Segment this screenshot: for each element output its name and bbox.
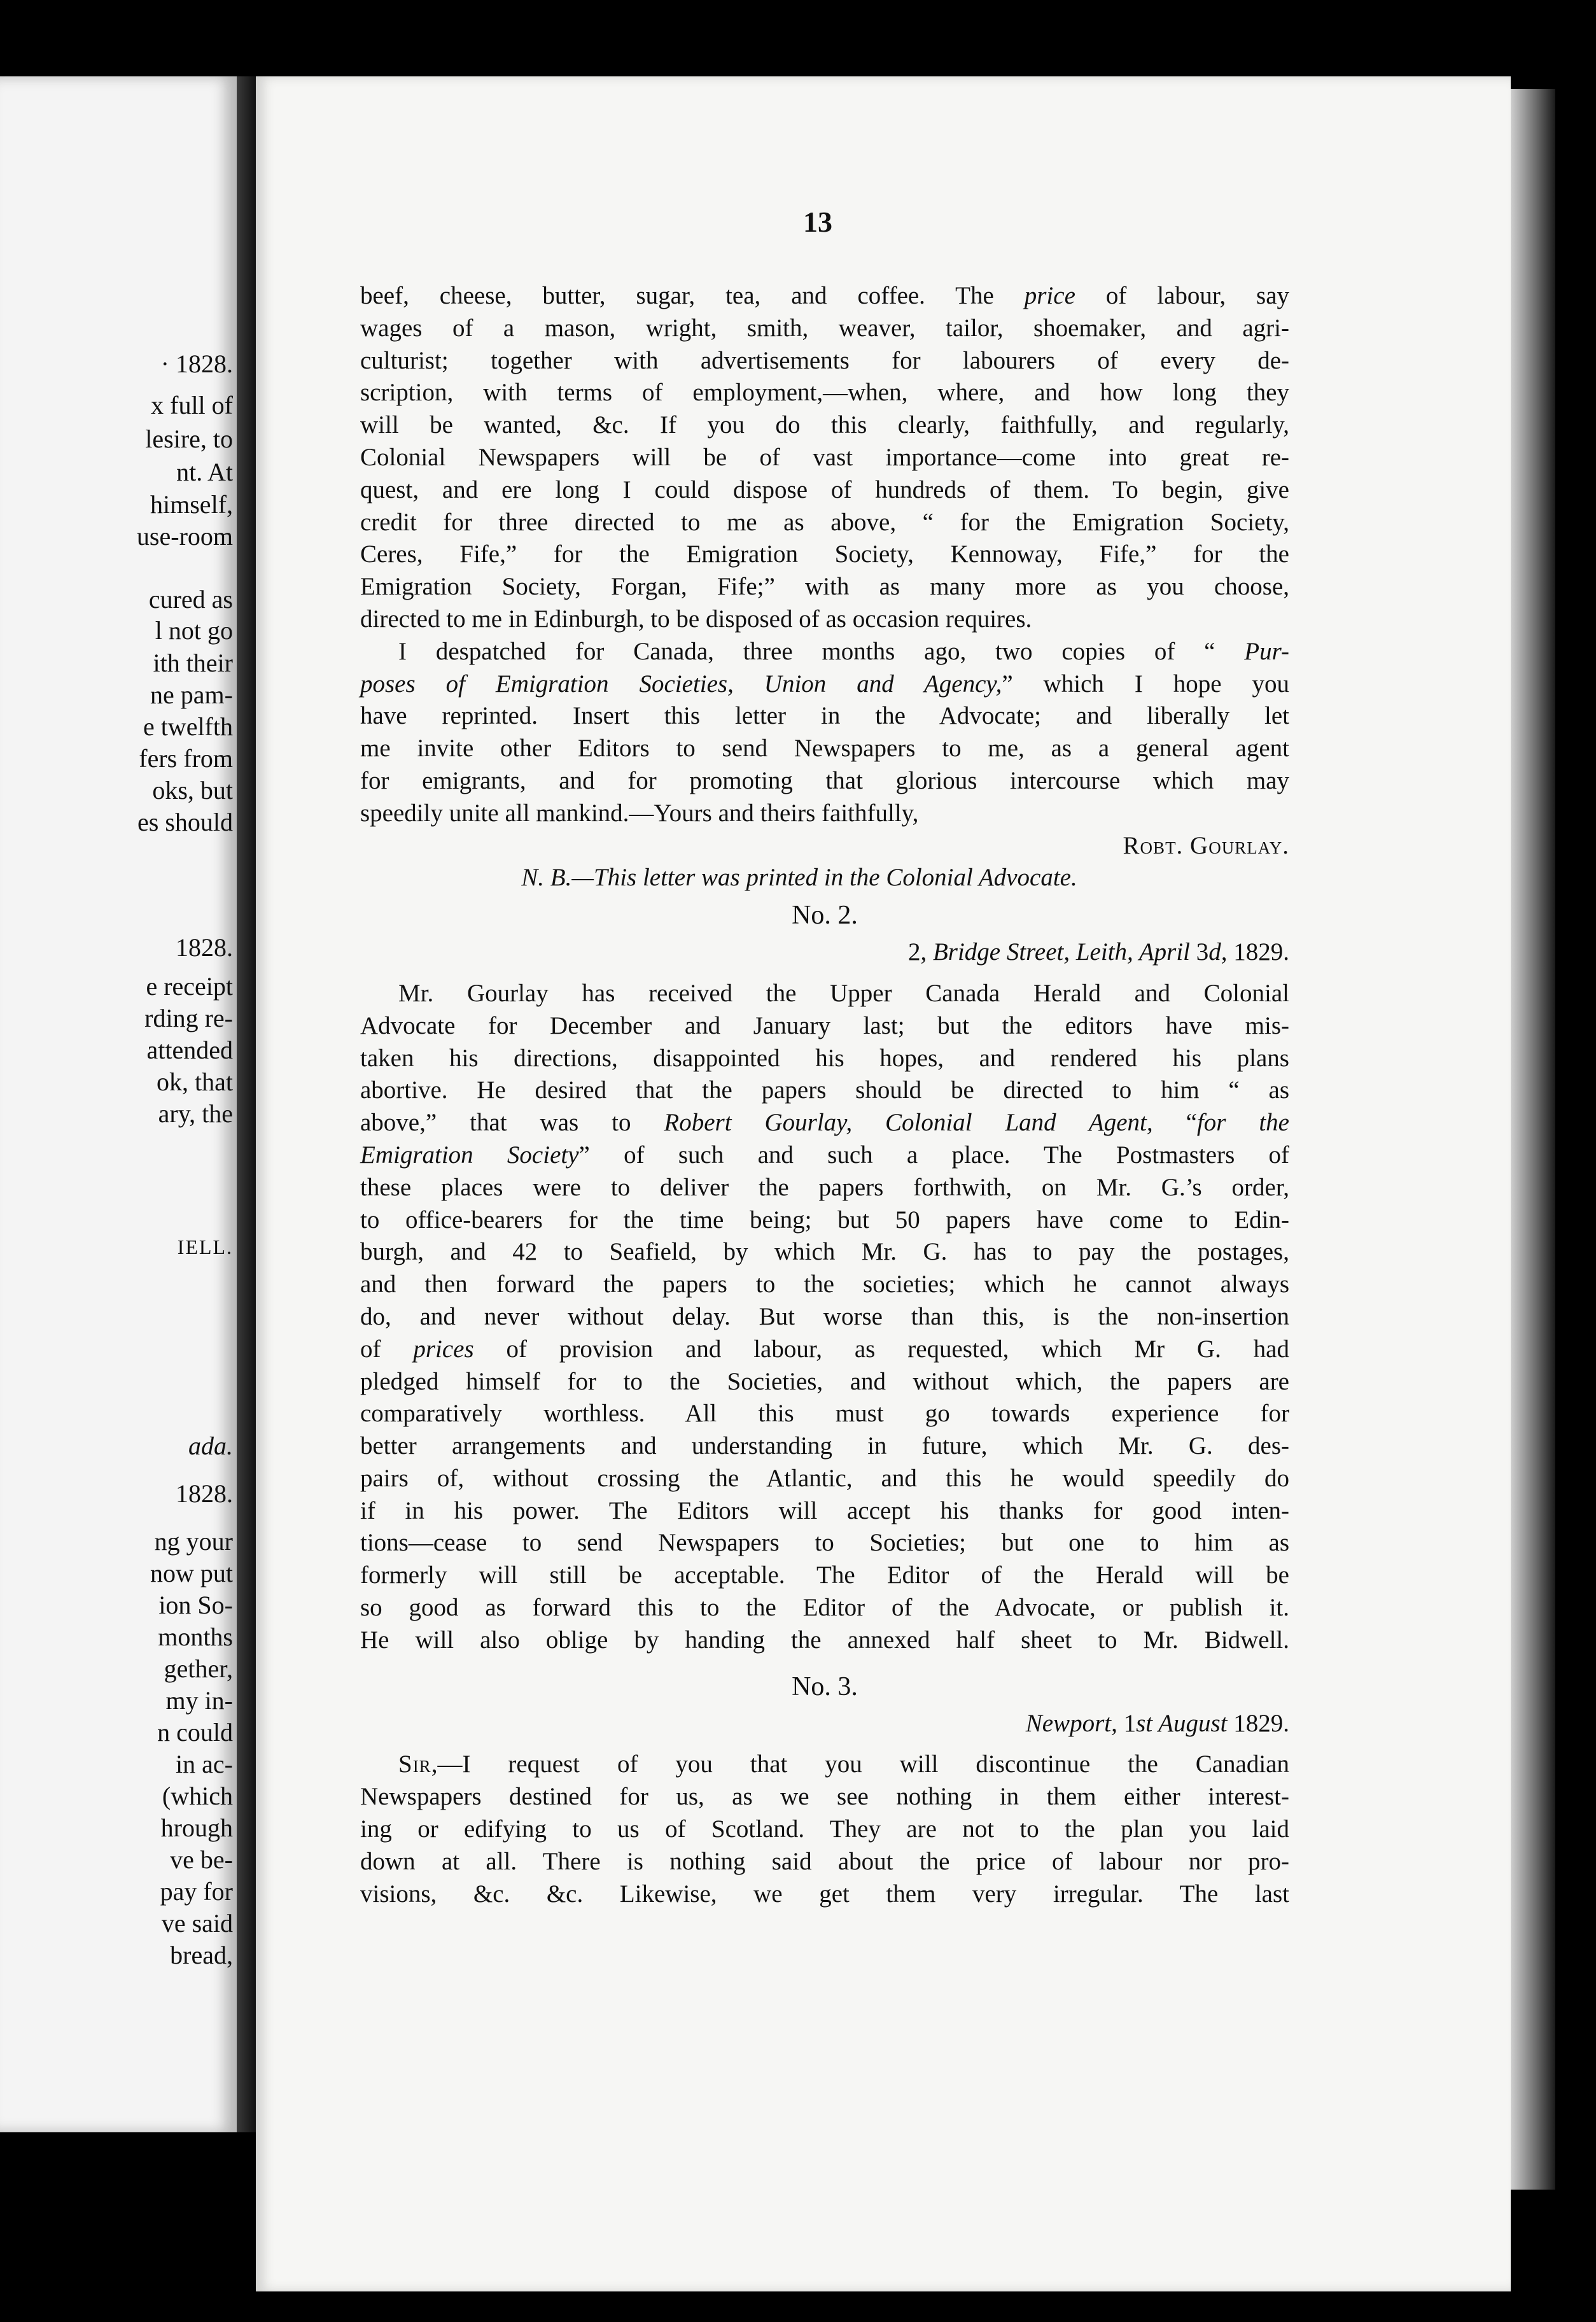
left-page-fragment: e receipt: [146, 972, 233, 1001]
text-line: down at all. There is nothing said about the price of labour nor pro-: [360, 1847, 1289, 1875]
text-line: Emigration Society” of such and such a place. The Postmasters of: [360, 1141, 1289, 1169]
text-line: pairs of, without crossing the Atlantic, and this he would speedily do: [360, 1464, 1289, 1492]
text-line: abortive. He desired that the papers should be directed to him “ as: [360, 1076, 1289, 1104]
left-page-fragment: fers from: [139, 744, 233, 773]
text-line: Newport, 1st August 1829.: [1025, 1709, 1289, 1737]
text-line: above,” that was to Robert Gourlay, Colonial Land Agent, “for the: [360, 1109, 1289, 1137]
text-line: quest, and ere long I could dispose of hundreds of them. To begin, give: [360, 475, 1289, 503]
text-line: No. 3.: [792, 1671, 858, 1701]
text-line: burgh, and 42 to Seafield, by which Mr. G. has to pay the postages,: [360, 1238, 1289, 1266]
left-page-fragment: himself,: [150, 490, 233, 519]
text-line: He will also oblige by handing the annexed half sheet to Mr. Bidwell.: [360, 1626, 1289, 1654]
text-line: visions, &c. &c. Likewise, we get them very irregular. The last: [360, 1880, 1289, 1908]
left-page-fragment: months: [158, 1622, 233, 1651]
page-number: 13: [803, 206, 832, 238]
left-page-fragment: bread,: [170, 1941, 233, 1969]
left-page-fragment: in ac-: [176, 1750, 233, 1778]
left-page-fragment: ada.: [188, 1432, 233, 1460]
text-line: pledged himself for to the Societies, and without which, the papers are: [360, 1367, 1289, 1395]
text-line: will be wanted, &c. If you do this clearly, faithfully, and regularly,: [360, 411, 1289, 439]
text-line: Robt. Gourlay.: [1123, 831, 1289, 859]
text-line: culturist; together with advertisements for labourers of every de-: [360, 346, 1289, 374]
left-page-fragment: ith their: [153, 649, 233, 677]
left-page-fragment: ve said: [161, 1909, 233, 1938]
text-line: Emigration Society, Forgan, Fife;” with as many more as you choose,: [360, 573, 1289, 601]
page-edge-shadow: [1511, 89, 1555, 2190]
left-page-fragment: 1828.: [176, 1479, 233, 1508]
text-line: me invite other Editors to send Newspapers to me, as a general agent: [360, 735, 1289, 763]
text-line: 2, Bridge Street, Leith, April 3d, 1829.: [907, 938, 1289, 966]
left-page-fragment: es should: [137, 808, 233, 836]
text-line: directed to me in Edinburgh, to be disposed of as occasion requires.: [360, 605, 1032, 633]
left-page-fragment: l not go: [155, 616, 233, 645]
text-line: N. B.—This letter was printed in the Colonial Advocate.: [521, 864, 1077, 892]
left-page-fragment: 1828.: [176, 933, 233, 962]
text-line: comparatively worthless. All this must go towards experience for: [360, 1400, 1289, 1428]
left-page-fragment: pay for: [160, 1877, 233, 1906]
text-line: Sir,—I request of you that you will discontinue the Canadian: [398, 1750, 1289, 1778]
left-page-fragment: attended: [146, 1036, 233, 1064]
left-page-fragment: nt. At: [176, 458, 233, 486]
left-page-fragment: gether,: [164, 1654, 233, 1683]
text-line: better arrangements and understanding in future, which Mr. G. des-: [360, 1432, 1289, 1460]
left-page-fragment: (which: [162, 1782, 233, 1810]
text-line: to office-bearers for the time being; but 50 papers have come to Edin-: [360, 1206, 1289, 1234]
text-line: do, and never without delay. But worse than this, is the non-insertion: [360, 1302, 1289, 1330]
text-line: credit for three directed to me as above, “ for the Emigration Society,: [360, 508, 1289, 536]
text-line: and then forward the papers to the societies; which he cannot always: [360, 1270, 1289, 1298]
left-page-fragment: hrough: [160, 1813, 233, 1842]
text-line: formerly will still be acceptable. The Editor of the Herald will be: [360, 1561, 1289, 1589]
body-text: [360, 280, 1289, 1910]
left-page-fragment: ne pam-: [150, 680, 233, 709]
left-page-fragment: oks, but: [152, 776, 233, 805]
left-page-fragment: my in-: [165, 1686, 233, 1715]
text-line: No. 2.: [792, 901, 858, 931]
text-line: so good as forward this to the Editor of the Advocate, or publish it.: [360, 1594, 1289, 1622]
left-page-fragment: · 1828.: [160, 349, 233, 378]
text-line: ing or edifying to us of Scotland. They are not to the plan you laid: [360, 1815, 1289, 1843]
left-page-fragment: ion So-: [158, 1591, 233, 1619]
left-page-fragment: IELL.: [177, 1235, 233, 1258]
text-line: Newspapers destined for us, as we see nothing in them either interest-: [360, 1783, 1289, 1811]
text-line: taken his directions, disappointed his hopes, and rendered his plans: [360, 1044, 1289, 1072]
left-page-fragment: e twelfth: [143, 712, 233, 741]
left-page-fragment: ok, that: [157, 1067, 233, 1096]
text-line: tions—cease to send Newspapers to Societies; but one to him as: [360, 1529, 1289, 1557]
text-line: Advocate for December and January last; but the editors have mis-: [360, 1011, 1289, 1039]
text-line: speedily unite all mankind.—Yours and theirs faithfully,: [360, 799, 919, 827]
left-page-fragment: lesire, to: [145, 425, 233, 453]
text-line: if in his power. The Editors will accept his thanks for good inten-: [360, 1496, 1289, 1524]
text-line: have reprinted. Insert this letter in the Advocate; and liberally let: [360, 702, 1289, 730]
left-page-fragment: ary, the: [158, 1099, 233, 1128]
left-page-fragment: rding re-: [144, 1004, 233, 1032]
left-page-fragment: ve be-: [170, 1845, 233, 1874]
text-line: I despatched for Canada, three months ago, two copies of “ Pur-: [398, 637, 1289, 665]
previous-page: [0, 76, 237, 2132]
left-page-fragment: ng your: [154, 1527, 233, 1556]
text-line: scription, with terms of employment,—when, where, and how long they: [360, 379, 1289, 407]
left-page-fragment: n could: [157, 1718, 233, 1747]
text-line: Ceres, Fife,” for the Emigration Society, Kennoway, Fife,” for the: [360, 540, 1289, 568]
book-gutter: [237, 76, 256, 2132]
text-line: poses of Emigration Societies, Union and Agency,” which I hope you: [360, 670, 1290, 698]
left-page-fragment: use-room: [136, 522, 233, 551]
text-line: wages of a mason, wright, smith, weaver, tailor, shoemaker, and agri-: [360, 314, 1289, 342]
text-line: for emigrants, and for promoting that glorious intercourse which may: [360, 766, 1289, 794]
text-line: of prices of provision and labour, as requested, which Mr G. had: [360, 1335, 1289, 1363]
left-page-fragment: cured as: [148, 585, 233, 614]
left-page-fragment: now put: [150, 1559, 233, 1587]
text-line: Colonial Newspapers will be of vast importance—come into great re-: [360, 443, 1289, 471]
text-line: Mr. Gourlay has received the Upper Canada Herald and Colonial: [398, 979, 1289, 1007]
text-line: these places were to deliver the papers forthwith, on Mr. G.’s order,: [360, 1173, 1289, 1201]
left-page-fragment: x full of: [151, 391, 233, 419]
text-line: beef, cheese, butter, sugar, tea, and coffee. The price of labour, say: [360, 282, 1289, 309]
